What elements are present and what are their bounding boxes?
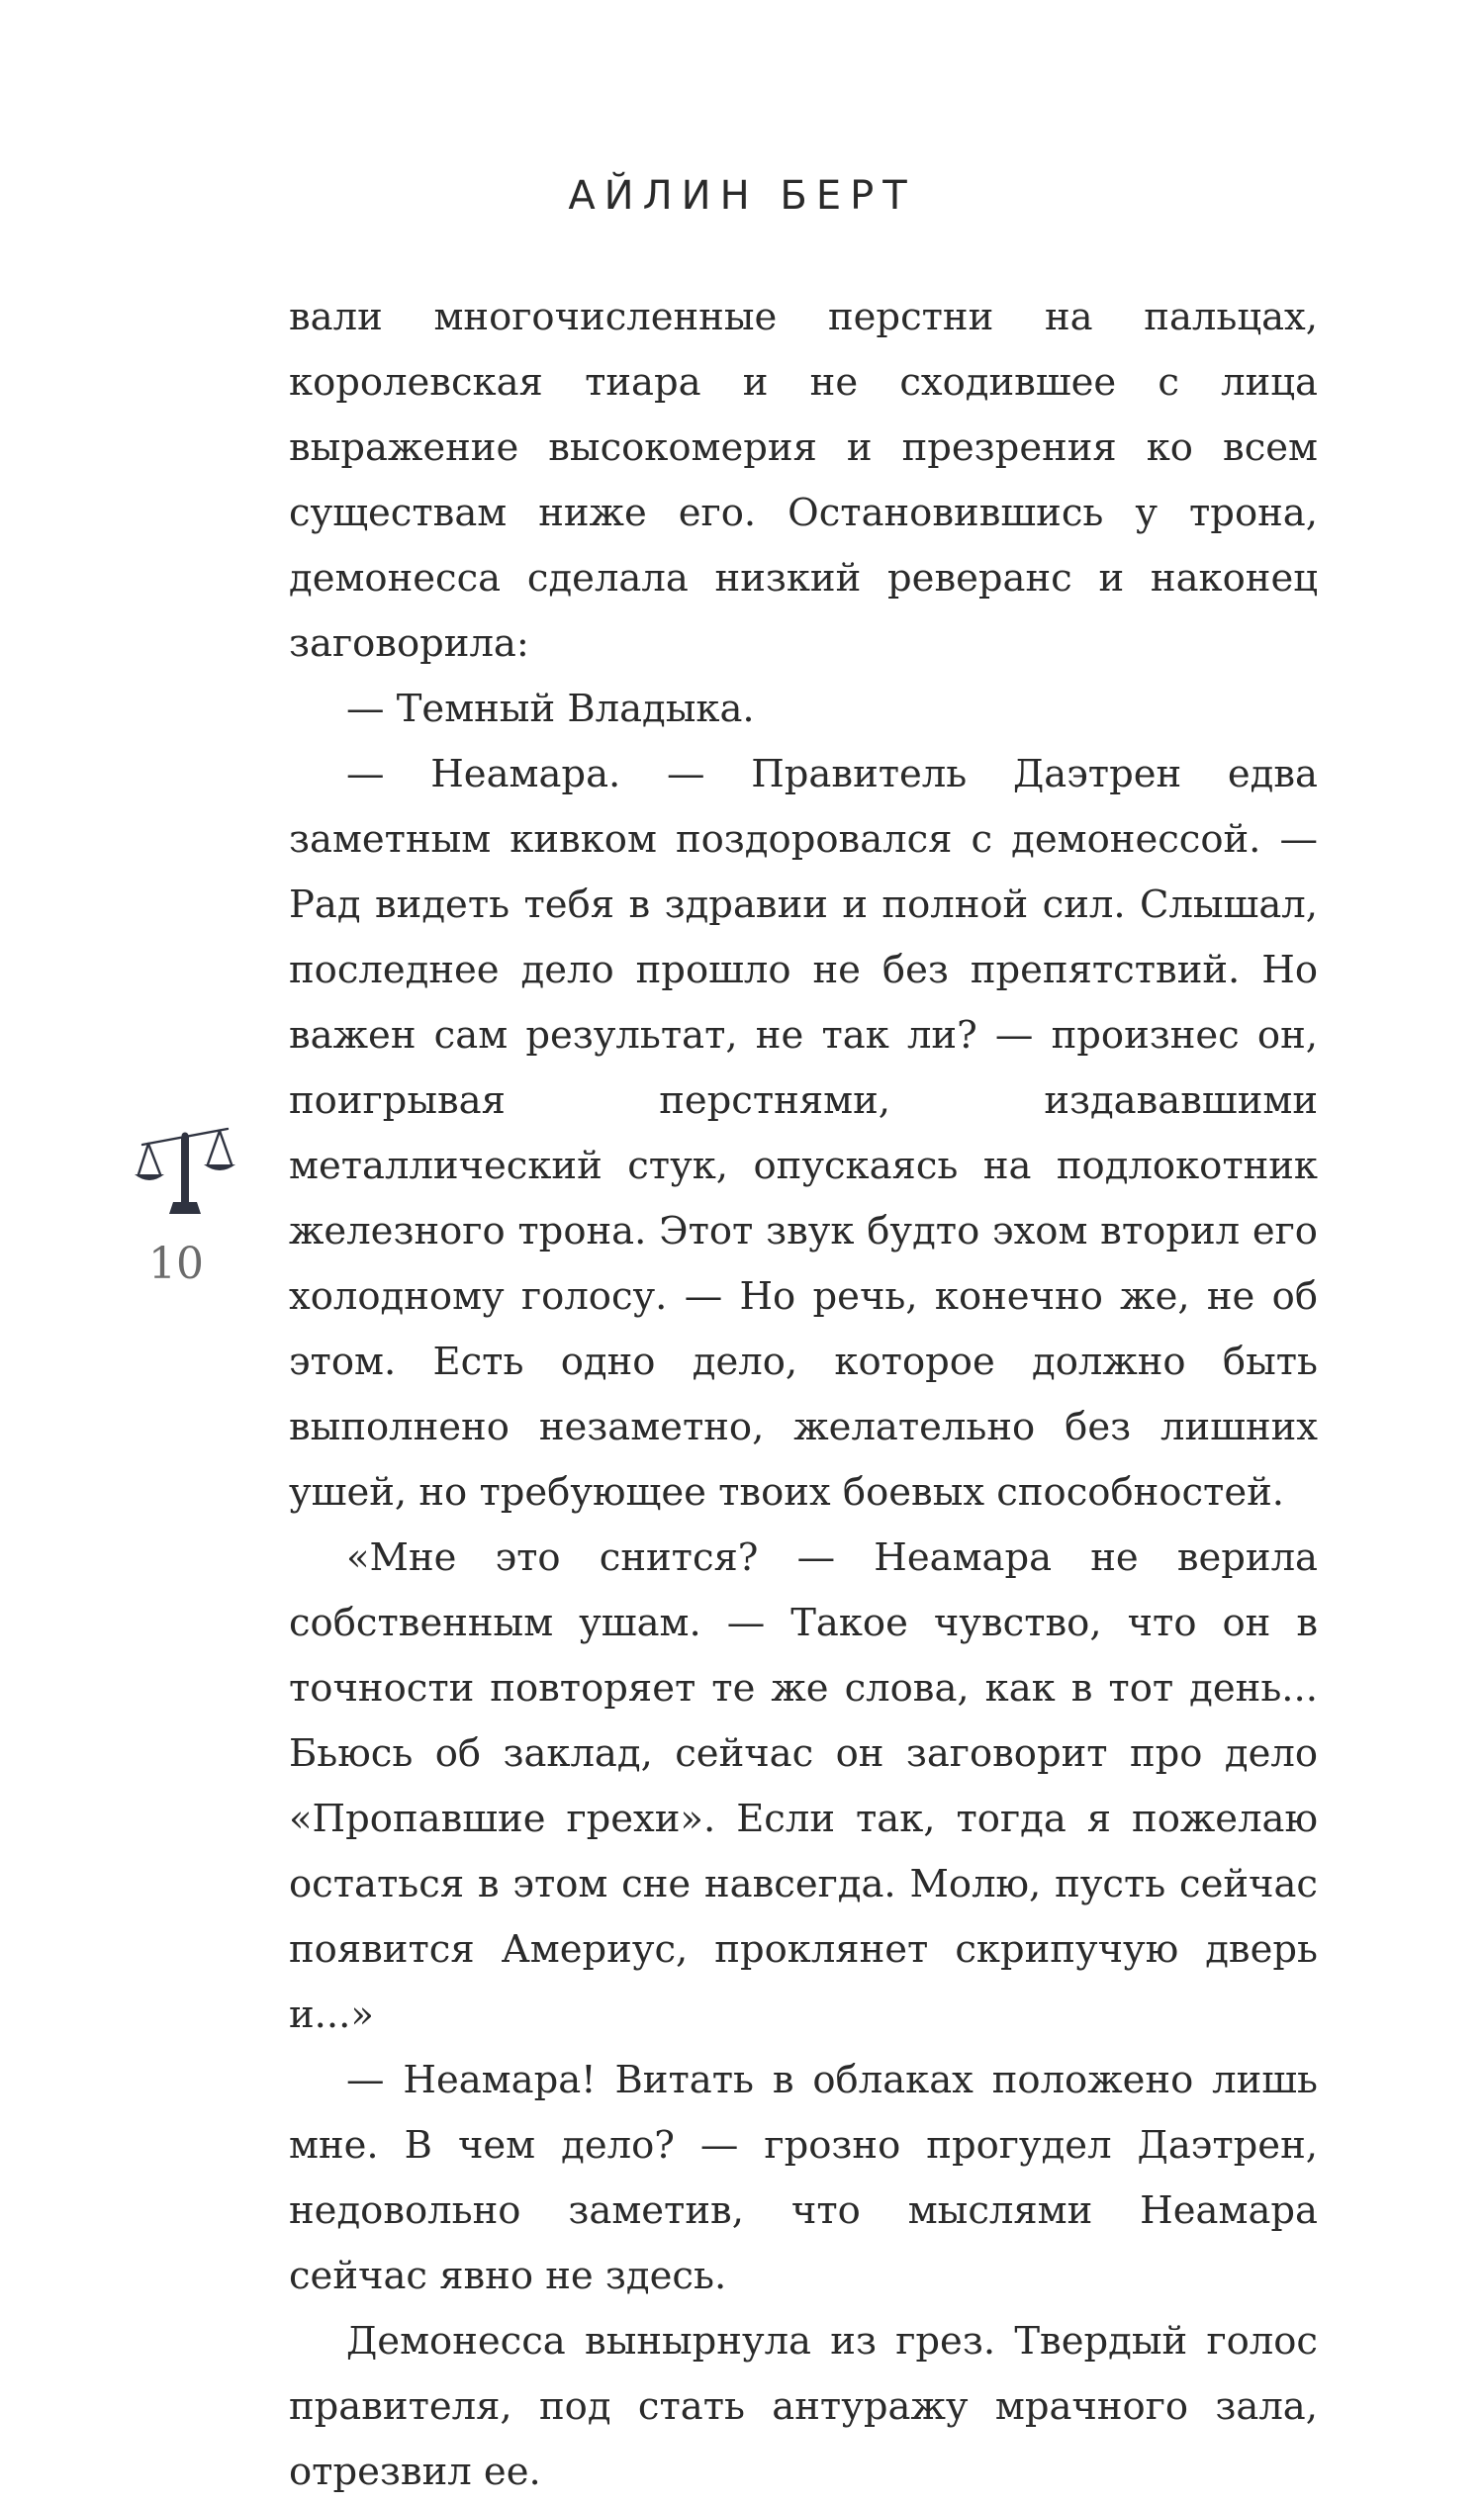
paragraph-6: Демонесса вынырнула из грез. Твердый голос правителя, под стать антуражу мрачного зала, отрезвил ее. — [289, 2319, 1318, 2494]
paragraph-4: «Мне это снится? — Неамара не верила собственным ушам. — Такое чувство, что он в точности повторяет те же слова, как в тот день... Бьюсь об заклад, сейчас он заговорит про дело «Пропавшие грехи». Если так, тогда я пожелаю остаться в этом сне навсегда. Молю, пусть сейчас появится Америус, проклянет скрипучую дверь и...» — [289, 1535, 1318, 2037]
paragraph-5: — Неамара! Витать в облаках положено лишь мне. В чем дело? — грозно прогудел Даэтрен, недовольно заметив, что мыслями Неамара сейчас явно не здесь. — [289, 2058, 1318, 2298]
paragraph-2: — Темный Владыка. — [346, 687, 755, 731]
running-head: АЙЛИН БЕРТ — [568, 173, 916, 219]
page-number: 10 — [148, 1239, 204, 1289]
paragraph-3: — Неамара. — Правитель Даэтрен едва заметным кивком поздоровался с демонессой. — Рад видеть тебя в здравии и полной сил. Слышал, последнее дело прошло не без препятствий. Но важен сам результат, не так ли? — произнес он, поигрывая перстнями, издававшими металлический стук, опускаясь на подлокотник железного трона. Этот звук будто эхом вторил его холодному голосу. — Но речь, конечно же, не об этом. Есть одно дело, которое должно быть выполнено незаметно, желательно без лишних ушей, но требующее твоих боевых способностей. — [289, 752, 1318, 1515]
scales-icon — [131, 1123, 239, 1222]
paragraph-1: вали многочисленные перстни на пальцах, королевская тиара и не сходившее с лица выражение высокомерия и презрения ко всем существам ниже его. Остановившись у трона, демонесса сделала низкий реверанс и наконец заговорила: — [289, 295, 1318, 666]
body-text — [289, 285, 1318, 2505]
